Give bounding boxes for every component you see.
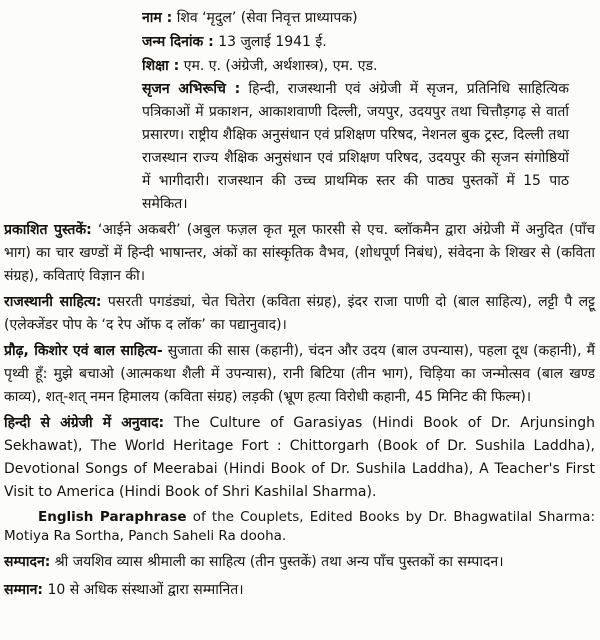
- section-samman: [4, 578, 595, 602]
- education-value: एम. ए. (अंग्रेजी, अर्थशास्त्र), एम. एड.: [179, 58, 378, 74]
- rajasthani-sahitya-text: पसरती पगडंड्यां, चेत चितेरा (कविता संग्रह), इंदर राजा पाणी दो (बाल साहित्य), लट्टी पै लट्टू (एलेक्जेंडर पोप के ‘द रेप ऑफ द लॉक’ का पद्यानुवाद)।: [4, 294, 595, 333]
- samman-text: 10 से अधिक संस्थाओं द्वारा सम्मानित।: [43, 582, 244, 598]
- section-praudh-kishor-bal-sahitya: [4, 340, 595, 409]
- english-paraphrase-label: English Paraphrase: [38, 509, 187, 525]
- birth-date-label: जन्म दिनांक :: [142, 34, 214, 50]
- bio-field-name: [142, 6, 569, 30]
- english-paraphrase-text: of the Couplets, Edited Books by Dr. Bhagwatilal Sharma: Motiya Ra Sortha, Panch Saheli Ra dooha.: [4, 509, 595, 544]
- published-books-label: प्रकाशित पुस्तकें:: [4, 222, 92, 238]
- education-label: शिक्षा :: [142, 58, 180, 74]
- bio-field-birth-date: [142, 30, 569, 54]
- section-sampadan: [4, 550, 595, 574]
- published-books-text: ‘आईने अकबरी’ (अबुल फज़ल कृत मूल फारसी से एच. ब्लॉकमैन द्वारा अंग्रेजी में अनुदित (पाँच भाग) का चार खण्डों में हिन्दी भाषान्तर, अंकों का सांस्कृतिक वैभव, (शोधपूर्ण निबंध), संवेदना के शिखर से (कविता संग्रह), कविताएं विज्ञान की।: [4, 222, 595, 284]
- praudh-kishor-bal-sahitya-text: सुजाता की सास (कहानी), चंदन और उदय (बाल उपन्यास), पहला दूध (कहानी), मैं पृथ्वी हूँ: मुझे बचाओ (आत्मकथा शैली में उपन्यास), रानी बिटिया (तीन भाग), चिड़िया का जन्मोत्सव (बाल खण्ड काव्य), शत्-शत् नमन हिमालय (कविता संग्रह) लड़की (भ्रूण हत्या विरोधी कहानी, 45 मिनिट की फिल्म)।: [4, 343, 595, 405]
- creative-interest-text: हिन्दी, राजस्थानी एवं अंग्रेजी में सृजन, प्रतिनिधि साहित्यिक पत्रिकाओं में प्रकाशन, आकाशवाणी दिल्ली, जयपुर, उदयपुर तथा चित्तौड़गढ़ से वार्ता प्रसारण। राष्ट्रीय शैक्षिक अनुसंधान एवं प्रशिक्षण परिषद, नेशनल बुक ट्रस्ट, दिल्ली तथा राजस्थान राज्य शैक्षिक अनुसंधान एवं प्रशिक्षण परिषद, उदयपुर की सृजन संगोष्ठियों में भागीदारी। राजस्थान की उच्च प्राथमिक स्तर की पाठ्य पुस्तकों में 15 पाठ समेकित।: [142, 81, 569, 212]
- rajasthani-sahitya-label: राजस्थानी साहित्य:: [4, 294, 102, 310]
- section-hindi-to-english-translation: [4, 412, 595, 504]
- photo-placeholder-gap: [4, 6, 142, 212]
- praudh-kishor-bal-sahitya-label: प्रौढ़, किशोर एवं बाल साहित्य-: [4, 343, 163, 359]
- right-margin-spacer: [569, 6, 595, 212]
- section-published-books: [4, 219, 595, 288]
- birth-date-value: 13 जुलाई 1941 ई.: [213, 34, 327, 50]
- samman-label: सम्मान:: [4, 582, 44, 598]
- sampadan-text: श्री जयशिव व्यास श्रीमाली का साहित्य (तीन पुस्तकें) तथा अन्य पाँच पुस्तकों का सम्पादन।: [50, 554, 504, 570]
- section-english-paraphrase: [4, 508, 595, 546]
- name-label: नाम :: [142, 10, 173, 26]
- sampadan-label: सम्पादन:: [4, 554, 51, 570]
- hindi-to-english-text: The Culture of Garasiyas (Hindi Book of Dr. Arjunsingh Sekhawat), The World Heritage Fort : Chittorgarh (Book of Dr. Sushila Laddha), Devotional Songs of Meerabai (Hindi Book of Dr. Sushila Laddha), A Teacher's First Visit to America (Hindi Book of Shri Kashilal Sharma).: [4, 415, 595, 500]
- section-rajasthani-sahitya: [4, 291, 595, 337]
- hindi-to-english-label: हिन्दी से अंग्रेजी में अनुवाद:: [4, 415, 165, 431]
- name-value: शिव ‘मृदुल’ (सेवा निवृत्त प्राध्यापक): [172, 10, 358, 26]
- creative-interest-label: सृजन अभिरूचि :: [142, 81, 241, 97]
- bio-field-education: [142, 54, 569, 78]
